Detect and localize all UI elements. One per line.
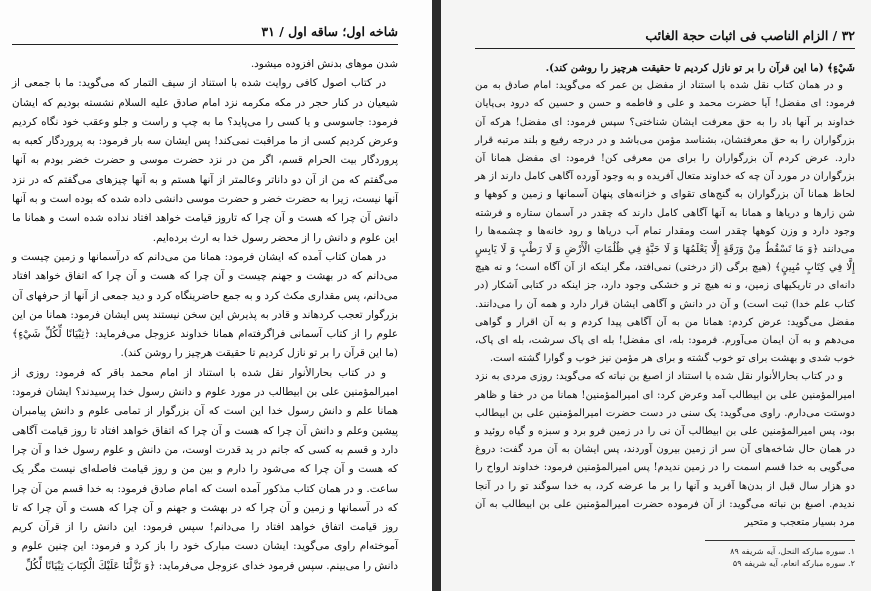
left-page-header xyxy=(12,24,398,45)
book-gutter xyxy=(432,0,441,591)
paragraph: در همان کتاب آمده که ایشان فرمود: همانا من می‌دانم که درآسمانها و زمین چیست و می‌دانم که در بهشت و جهنم چیست و آن چرا که هست و آن چرا که اتفاق خواهد افتاد می‌دانم، پس مقداری مکث کرد و به جمع حاضرینگاه کرد و دید جمعی از آنها از حرفهای آن بزرگوار تعجب کردهاند و قادر به پذیرش این سخن نیستند پس ایشان فرمود: همانا من این علوم را از کتاب آسمانی فراگرفته‌ام همانا خداوند عزوجل می‌فرماید: ﴿تِبْيَانًا لِّكُلِّ شَيْءٍ﴾ (ما این قرآن را بر تو نازل کردیم تا حقیقت هرچیز را روشن کند). xyxy=(12,250,398,360)
left-page-body xyxy=(12,55,398,576)
right-page-body xyxy=(475,59,855,532)
paragraph: و در کتاب بحارالأنوار نقل شده با استناد از اصبغ بن نباته که می‌گوید: روزی مردی به نزد امیرالمؤمنین علی بن ابیطالب آمد وعرض کرد: ای امیرالمؤمنین! همانا من در خفا و ظاهر دوستت می‌دارم. راوی می‌گوید: یک سنی در دست حضرت امیرالمؤمنین علی بن ابیطالب بود، پس امیرالمؤمنین علی بن ابیطالب آن نی را در زمین فرو برد و سبزه و گیاه روئید و در همان حال شاخه‌های آن سر از زمین بیرون آوردند، پس ایشان به آن مرد گفت: دروغ می‌گویی به خدا قسم اسمت را در زمین ندیدم! پس امیرالمؤمنین فرمود: خداوند ارواح را دو هزار سال قبل از بدن‌ها آفرید و آنها را بر ما عرضه کرد، به خدا سوگند تو را در آنجا ندیدم. اصبغ بن نباته می‌گوید: از آن فرموده حضرت امیرالمؤمنین علی بن ابیطالب به آن مرد بسیار متعجب و متحیر xyxy=(475,371,855,529)
paragraph: و در کتاب بحارالأنوار نقل شده با استناد از امام محمد باقر که فرمود: روزی از امیرالمؤمنین علی بن ابیطالب در مورد علوم و دانش رسول خدا پرسیدند؟ ایشان فرمود: همانا علم و دانش رسول خدا این است که آن بزرگوار از تمامی علوم و دانش پیامبران پیشین وعلم و دانش آن چرا که هست و آن چرا که اتفاق خواهد افتاد تا روز قیامت آگاهی دارد و قسم به کسی که جانم در ید قدرت اوست، من دانش و علوم رسول خدا و آن چرا که هست و آن چرا که می‌شود را دارم و بین من و روز قیامت فاصله‌ای نیست مگر یک ساعت. و در همان کتاب مذکور آمده است که امام صادق فرمود: به خدا قسم من آن چرا که در آسمانها و زمین و آن چرا که در بهشت و جهنم و آن چرا که هست و آن چرا که تا روز قیامت اتفاق خواهد افتاد را می‌دانم! سپس فرمود: این دانش را از قرآن کریم آموخته‌ام راوی می‌گوید: ایشان دست مبارک خود را باز کرد و فرمود: این چنین علوم و دانش را می‌بینم. سپس فرمود خدای عزوجل می‌فرماید: ﴿وَ نَزَّلْنَا عَلَيْكَ الْكِتَابَ تِبْيَانًا لِّكُلِّ xyxy=(12,366,398,572)
paragraph: شَيْءٍ﴾ (ما این قرآن را بر تو نازل کردیم تا حقیقت هرچیز را روشن کند). xyxy=(545,62,855,74)
right-page-running-title: ۳۲ / الزام الناصب فی اثبات حجة الغائب xyxy=(645,28,855,43)
right-page xyxy=(441,0,871,591)
footnote: ۱. سوره مبارکه النحل، آیه شریفه ۸۹ xyxy=(730,546,855,557)
footnotes xyxy=(705,540,855,569)
footnote: ۲. سوره مبارکه انعام، آیه شریفه ۵۹ xyxy=(732,558,855,569)
paragraph: در کتاب اصول کافی روایت شده با استناد از سیف التمار که می‌گوید: ما با جمعی از شیعیان در کنار حجر در مکه مکرمه نزد امام صادق علیه السلام نشسته بودیم که ایشان فرمود: جاسوسی و یا کسی را می‌پاید؟ ما به چپ و راست و جلو وعقب خود نگاه کردیم وعرض کردیم کسی از ما مراقبت نمی‌کند! پس ایشان سه بار فرمود: به پروردگار کعبه به پروردگار بیت الحرام قسم، اگر من در نزد حضرت موسی و حضرت خضر بودم به آنها می‌گفتم که من از آن دو داناتر وعالمتر از آنها هستم و به آنها چیزهای می‌گفتم که در نزد آنها نیست، زیرا به حضرت خضر و حضرت موسی دانشی داده شده که بوده است و به آنها دانش آن چرا که هست و آن چرا که تاروز قیامت خواهد افتاد نداده شده است و همانا ما این علوم و دانش را از محضر رسول خدا به ارث برده‌ایم. xyxy=(12,77,398,244)
right-page-header xyxy=(475,28,855,49)
paragraph: شدن موهای بدنش افزوده میشود. xyxy=(250,58,398,70)
left-page xyxy=(0,0,432,591)
left-page-running-title: شاخه اول؛ ساقه اول / ۳۱ xyxy=(261,24,398,39)
paragraph: و در همان کتاب نقل شده با استناد از مفضل بن عمر که می‌گوید: امام صادق به من فرمود: ای مفضل! آیا حضرت محمد و علی و فاطمه و حسن و حسین که درود بی‌پایان خداوند بر آنها باد را به حق معرفت ایشان شناختی؟ سپس فرمود: ای مفضل! هرکه آن بزرگواران را به حق معرفتشان، بشناسد مؤمن می‌باشد و در درجه رفیع و بلند مرتبه قرار دارد. عرض کردم آن بزرگواران را برای من معرفی کن! فرمود: ای مفضل همانا آن بزرگواران در مورد آن چه که خداوند متعال آفریده و به وجود آورده آگاهی کامل دارند از هر لحاظ همانا آن بزرگواران به گنج‌های تقوای و خزانه‌های پنهان آسمانها و زمین و کوهها و شن زارها و دریاها و همانا به آنها آگاهی کامل دارند که چقدر در آسمان ستاره و فرشته وجود دارد و وزن کوهها چقدر است ومقدار تمام آب دریاها و رود خانه‌ها و چشمه‌ها را می‌دانند ﴿وَ مَا تَسْقُطُ مِنْ وَرَقَةٍ إِلَّا يَعْلَمُهَا وَ لَا حَبَّةٍ فِي ظُلُمَاتِ الْأَرْضِ وَ لَا رَطْبٍ وَ لَا يَابِسٍ إِلَّا فِي كِتَابٍ مُبِينٍ﴾ (هیچ برگی (از درختی) نمی‌افتد، مگر اینکه از آن آگاه است؛ و نه هیچ دانه‌ای در تاریکیهای زمین، و نه هیچ تر و خشکی وجود دارد، جز اینکه در کتابی آشکار (در کتاب علم خدا) ثبت است) و آن در دانش و آگاهی ایشان قرار دارد و همه آن را می‌دانند. مفضل می‌گوید: عرض کردم: همانا من به آن آگاهی پیدا کردم و به آن اقرار و گواهی می‌دهم و به آن ایمان می‌آورم. فرمود: بله، ای مفضل! بله ای پاک سرشت، بله ای پاک، خوب شدی و بهشت برای تو خوب گشته و برای هر مؤمن نیز خوب و گوارا گشته است. xyxy=(475,80,855,365)
